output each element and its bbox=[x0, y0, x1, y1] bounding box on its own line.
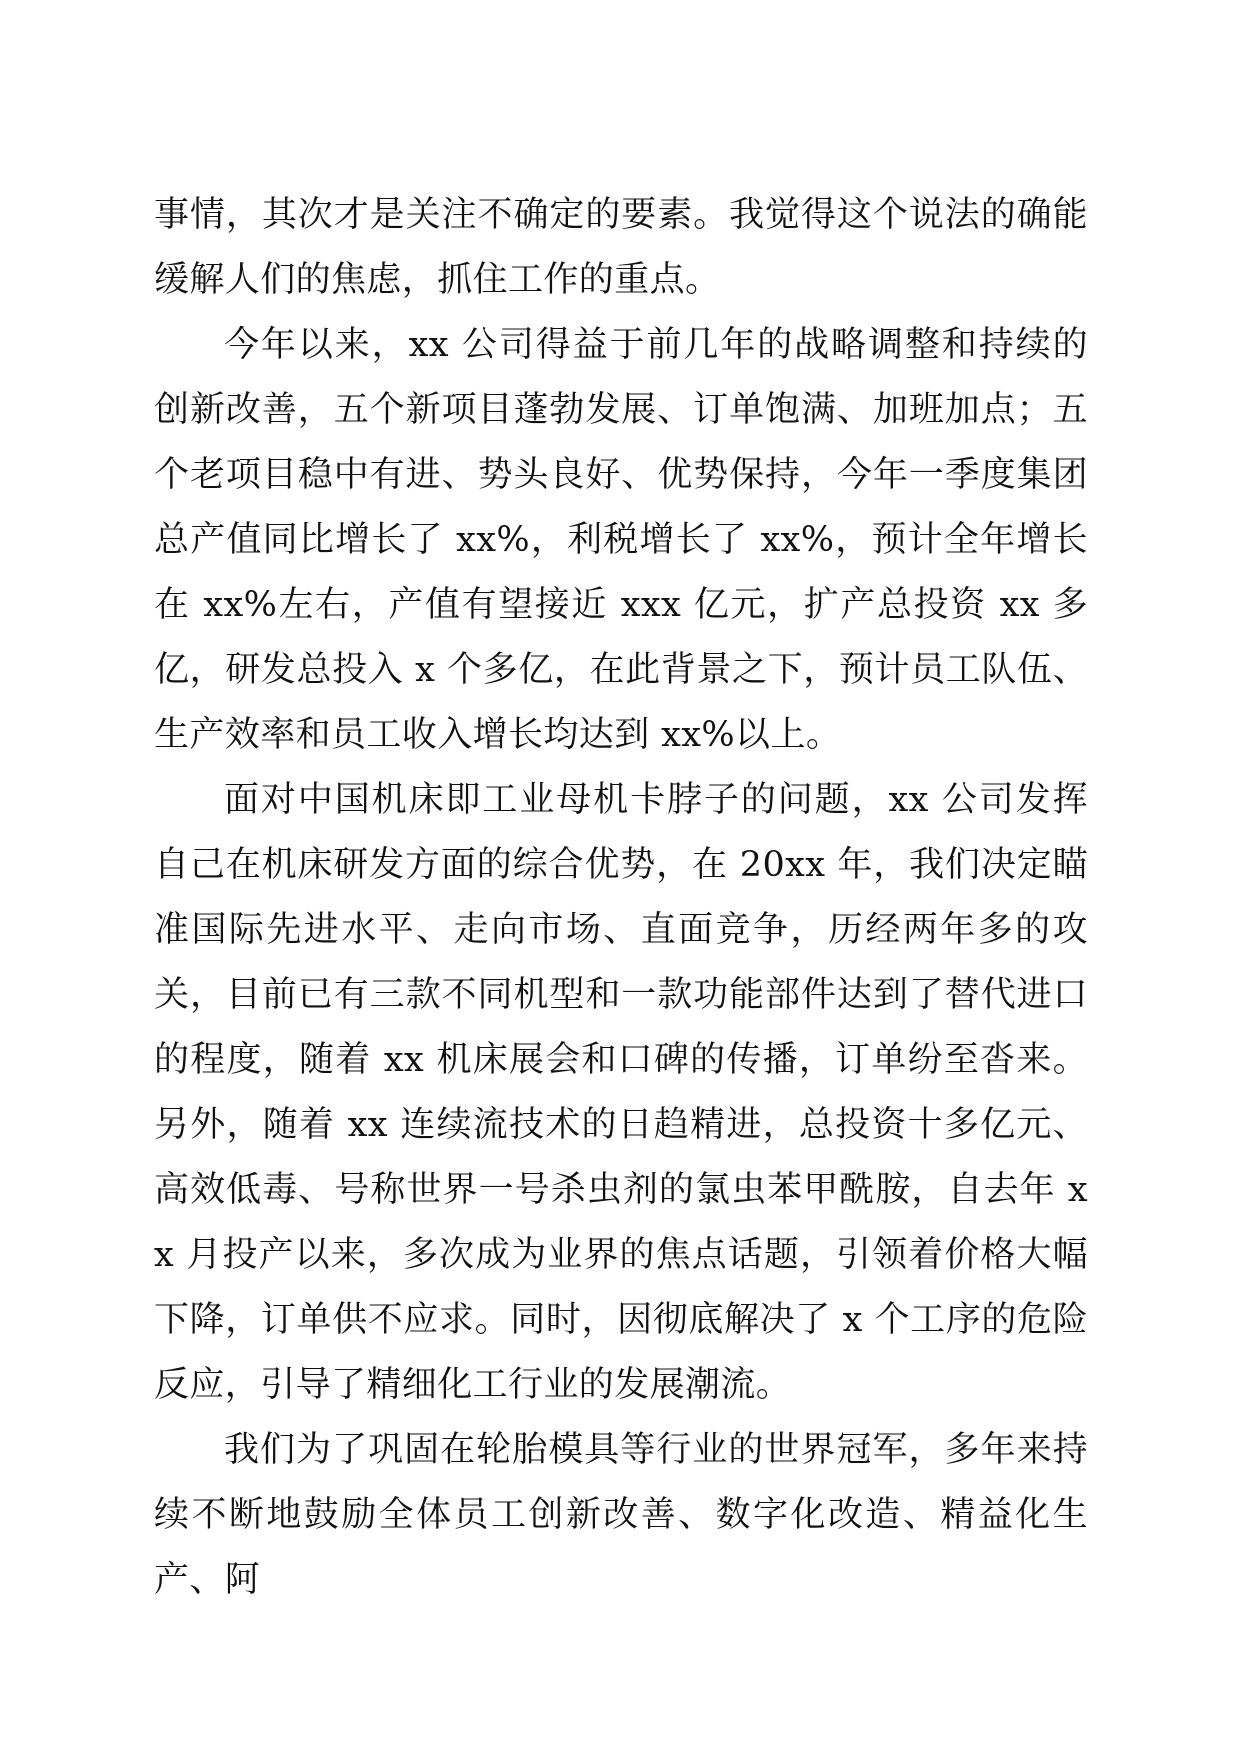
paragraph-company-growth: 今年以来，xx 公司得益于前几年的战略调整和持续的创新改善，五个新项目蓬勃发展、订单饱满、加班加点；五个老项目稳中有进、势头良好、优势保持，今年一季度集团总产值同比增长了 xx%，利税增长了 xx%，预计全年增长在 xx%左右，产值有望接近 xxx 亿元，扩产总投资 xx 多亿，研发总投入 x 个多亿，在此背景之下，预计员工队伍、生产效率和员工收入增长均达到 xx%以上。 bbox=[154, 325, 1088, 755]
paragraph-machine-tools: 面对中国机床即工业母机卡脖子的问题，xx 公司发挥自己在机床研发方面的综合优势，在 20xx 年，我们决定瞄准国际先进水平、走向市场、直面竞争，历经两年多的攻关，目前已有三款不同机型和一款功能部件达到了替代进口的程度，随着 xx 机床展会和口碑的传播，订单纷至沓来。另外，随着 xx 连续流技术的日趋精进，总投资十多亿元、高效低毒、号称世界一号杀虫剂的氯虫苯甲酰胺，自去年 xx 月投产以来，多次成为业界的焦点话题，引领着价格大幅下降，订单供不应求。同时，因彻底解决了 x 个工序的危险反应，引导了精细化工行业的发展潮流。 bbox=[154, 780, 1088, 1405]
document-body bbox=[154, 183, 1088, 1613]
paragraph-tire-molds: 我们为了巩固在轮胎模具等行业的世界冠军，多年来持续不断地鼓励全体员工创新改善、数字化改造、精益化生产、阿 bbox=[154, 1430, 1088, 1600]
paragraph-continued: 事情，其次才是关注不确定的要素。我觉得这个说法的确能缓解人们的焦虑，抓住工作的重点。 bbox=[154, 195, 1088, 300]
